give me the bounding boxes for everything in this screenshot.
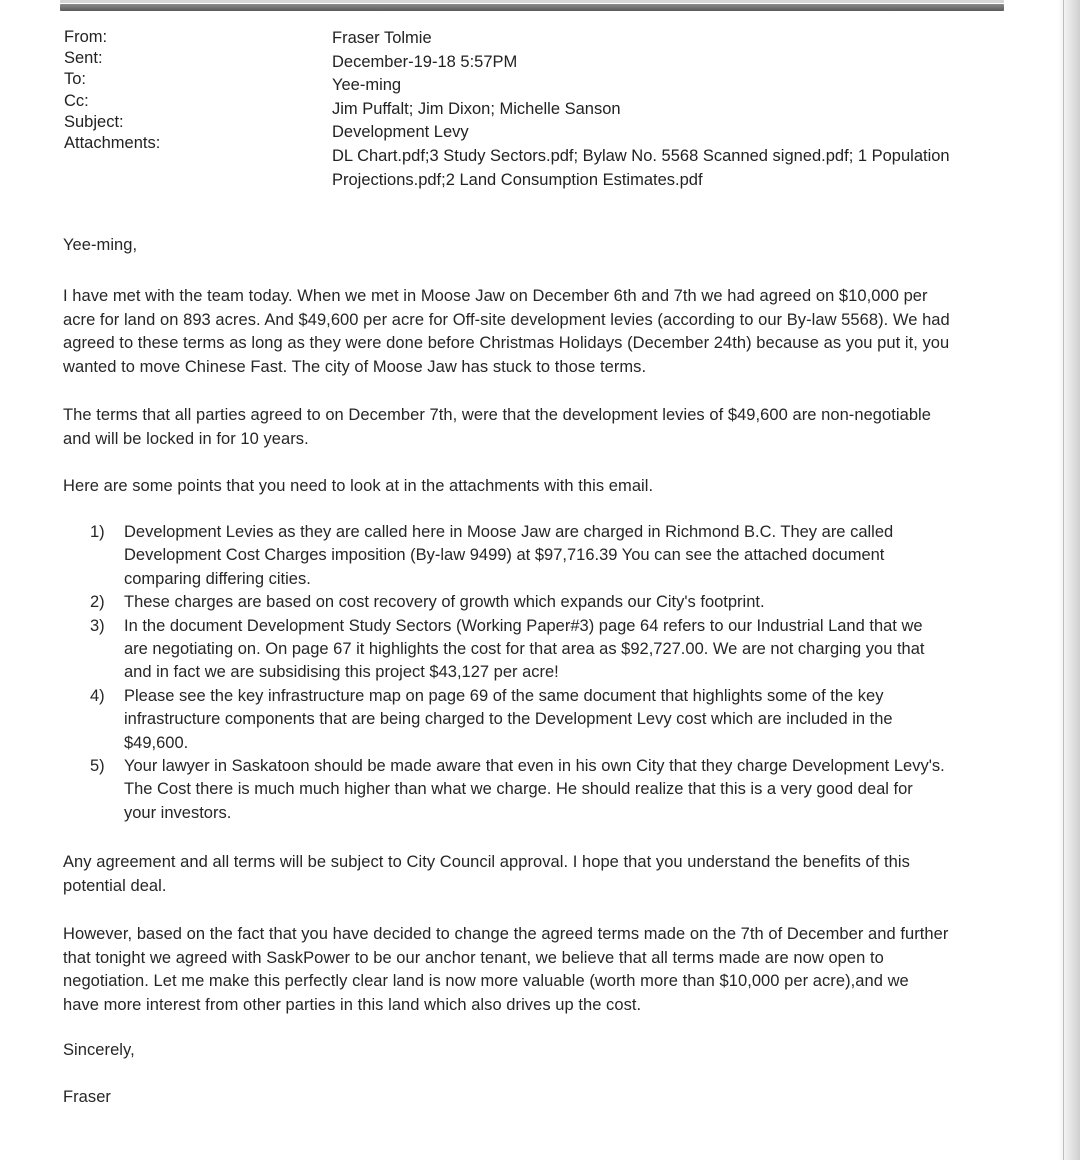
from-value: Fraser Tolmie xyxy=(332,29,432,47)
list-item-number: 2) xyxy=(90,593,105,612)
page-top-edge xyxy=(60,0,1004,3)
paragraph-4-line: potential deal. xyxy=(63,876,167,895)
paragraph-5-line: that tonight we agreed with SaskPower to be our anchor tenant, we believe that all terms made are now open to xyxy=(63,948,884,967)
list-item-line: Development Cost Charges imposition (By-law 9499) at $97,716.39 You can see the attached document xyxy=(124,546,885,565)
list-item xyxy=(90,755,1030,825)
list-item-line: The Cost there is much much higher than what we charge. He should realize that this is a very good deal for xyxy=(124,780,913,799)
paragraph-4 xyxy=(63,851,1003,898)
page-edge-shadow xyxy=(1058,0,1080,1160)
page-edge-line xyxy=(1063,0,1064,1160)
list-item-line: In the document Development Study Sectors (Working Paper#3) page 64 refers to our Industrial Land that we xyxy=(124,616,923,635)
header-labels xyxy=(64,27,324,154)
cc-label: Cc: xyxy=(64,91,89,110)
list-item-text xyxy=(124,615,1030,685)
list-item-number: 3) xyxy=(90,616,105,635)
header-divider-bar xyxy=(60,4,1004,11)
paragraph-1 xyxy=(63,285,1003,379)
list-item-line: are negotiating on. On page 67 it highlights the cost for that area as $92,727.00. We are not charging you that xyxy=(124,640,925,659)
list-item-line: Please see the key infrastructure map on page 69 of the same document that highlights some of the key xyxy=(124,686,884,705)
list-item-line: your investors. xyxy=(124,803,232,822)
paragraph-1-line: agreed to these terms as long as they were done before Christmas Holidays (December 24th) because as you put it, you xyxy=(63,334,950,353)
sent-value: December-19-18 5:57PM xyxy=(332,52,518,71)
signature: Fraser xyxy=(63,1088,111,1106)
paragraph-2-line: The terms that all parties agreed to on December 7th, were that the development levies of $49,600 are non-negotiable xyxy=(63,406,931,424)
list-item-line: Your lawyer in Saskatoon should be made aware that even in his own City that they charge Development Levy's. xyxy=(124,757,945,776)
attachments-value-line-1: DL Chart.pdf;3 Study Sectors.pdf; Bylaw No. 5568 Scanned signed.pdf; 1 Population xyxy=(332,146,950,165)
list-item xyxy=(90,685,1030,755)
to-value: Yee-ming xyxy=(332,76,402,95)
paragraph-5-line: negotiation. Let me make this perfectly clear land is now more valuable (worth more than $10,000 per acre),and we xyxy=(63,972,909,991)
paragraph-2-line: and will be locked in for 10 years. xyxy=(63,429,309,448)
sent-label: Sent: xyxy=(64,49,103,68)
numbered-points-list xyxy=(90,521,1030,825)
header-values xyxy=(332,27,972,192)
list-item-number: 1) xyxy=(90,523,105,541)
list-item-number: 5) xyxy=(90,757,105,776)
paragraph-5-line: have more interest from other parties in this land which also drives up the cost. xyxy=(63,995,642,1014)
list-item-number: 4) xyxy=(90,686,105,705)
list-item-line: These charges are based on cost recovery of growth which expands our City's footprint. xyxy=(124,593,765,612)
list-item-text xyxy=(124,591,1030,614)
list-item-line: $49,600. xyxy=(124,733,189,752)
subject-label: Subject: xyxy=(64,112,124,131)
list-item-line: Development Levies as they are called here in Moose Jaw are charged in Richmond B.C. They are called xyxy=(124,523,894,541)
list-item-line: comparing differing cities. xyxy=(124,569,311,588)
paragraph-1-line: acre for land on 893 acres. And $49,600 per acre for Off-site development levies (according to our By-law 5568). We had xyxy=(63,310,950,329)
paragraph-1-line: I have met with the team today. When we met in Moose Jaw on December 6th and 7th we had agreed on $10,000 per xyxy=(63,287,928,305)
closing: Sincerely, xyxy=(63,1041,135,1059)
list-item xyxy=(90,591,1030,614)
list-item-line: infrastructure components that are being charged to the Development Levy cost which are included in the xyxy=(124,710,893,729)
paragraph-1-line: wanted to move Chinese Fast. The city of Moose Jaw has stuck to those terms. xyxy=(63,357,647,376)
list-item-line: and in fact we are subsidising this project $43,127 per acre! xyxy=(124,663,559,682)
paragraph-4-line: Any agreement and all terms will be subject to City Council approval. I hope that you understand the benefits of this xyxy=(63,853,910,871)
subject-value: Development Levy xyxy=(332,123,469,142)
list-item-text xyxy=(124,685,1030,755)
list-item xyxy=(90,521,1030,591)
paragraph-3: Here are some points that you need to look at in the attachments with this email. xyxy=(63,477,654,495)
to-label: To: xyxy=(64,70,87,89)
list-item xyxy=(90,615,1030,685)
list-item-text xyxy=(124,755,1030,825)
greeting: Yee-ming, xyxy=(63,236,138,254)
attachments-value-line-2: Projections.pdf;2 Land Consumption Estimates.pdf xyxy=(332,170,703,189)
paragraph-5 xyxy=(63,923,1003,1017)
from-label: From: xyxy=(64,28,108,46)
paragraph-2 xyxy=(63,404,1003,451)
attachments-label: Attachments: xyxy=(64,134,161,153)
paragraph-5-line: However, based on the fact that you have decided to change the agreed terms made on the 7th of December and further xyxy=(63,925,949,943)
list-item-text xyxy=(124,521,1030,591)
cc-value: Jim Puffalt; Jim Dixon; Michelle Sanson xyxy=(332,99,621,118)
